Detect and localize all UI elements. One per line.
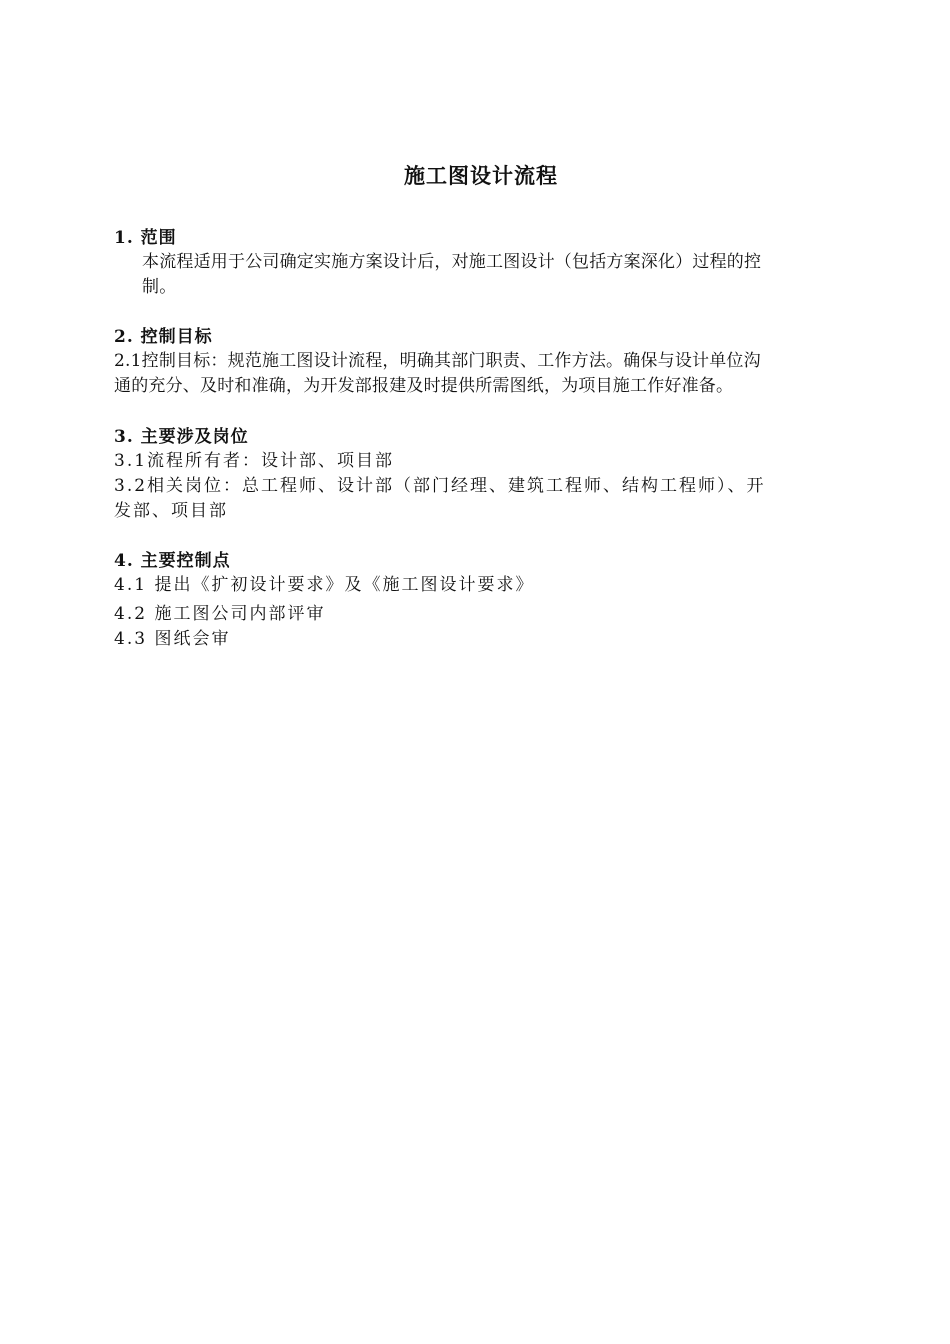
section-heading: 2. 控制目标	[114, 327, 213, 347]
section-scope	[114, 226, 854, 300]
section-body	[114, 250, 854, 300]
section-positions	[114, 425, 854, 524]
section-body	[114, 349, 854, 399]
body-line: 通的充分、及时和准确，为开发部报建及时提供所需图纸，为项目施工作好准备。	[114, 376, 734, 396]
list-item: 4.2 施工图公司内部评审	[114, 604, 326, 624]
list-item: 4.1 提出《扩初设计要求》及《施工图设计要求》	[114, 575, 535, 595]
document-title: 施工图设计流程	[404, 163, 558, 188]
section-control-points	[114, 549, 854, 652]
section-body	[114, 573, 854, 652]
section-control-objective	[114, 325, 854, 399]
body-line: 发部、项目部	[114, 501, 228, 521]
body-line: 2.1控制目标：规范施工图设计流程，明确其部门职责、工作方法。确保与设计单位沟	[114, 351, 761, 371]
body-line: 3.2相关岗位：总工程师、设计部（部门经理、建筑工程师、结构工程师）、开	[114, 476, 766, 496]
section-heading: 3. 主要涉及岗位	[114, 427, 249, 447]
body-line: 3.1流程所有者：设计部、项目部	[114, 451, 395, 471]
section-heading: 4. 主要控制点	[114, 551, 231, 571]
section-body	[114, 449, 854, 524]
body-line: 本流程适用于公司确定实施方案设计后，对施工图设计（包括方案深化）过程的控	[142, 252, 762, 272]
list-item: 4.3 图纸会审	[114, 629, 231, 649]
section-heading: 1. 范围	[114, 228, 177, 248]
body-line: 制。	[142, 277, 177, 297]
